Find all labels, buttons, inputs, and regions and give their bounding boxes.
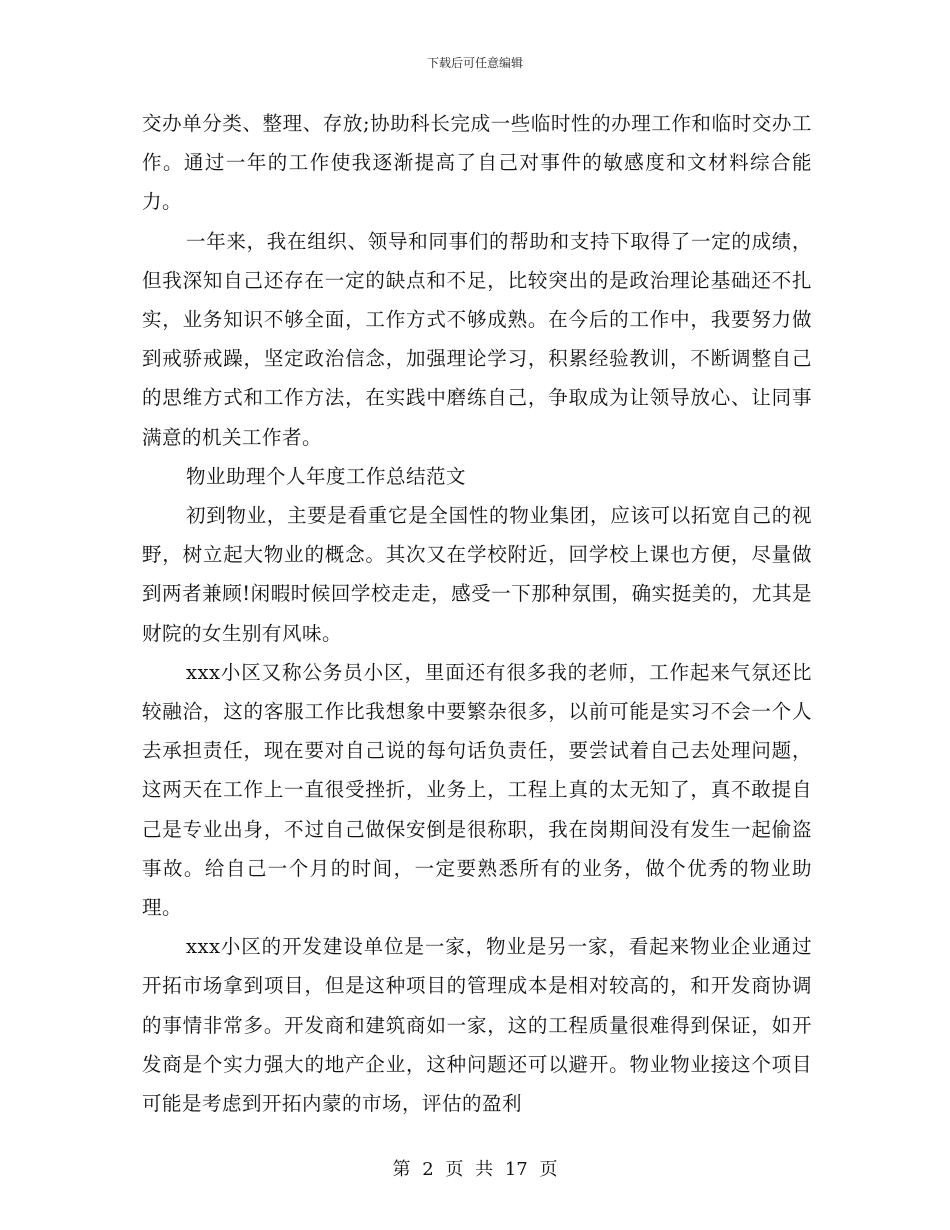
- paragraph-intro: 初到物业，主要是看重它是全国性的物业集团，应该可以拓宽自己的视野，树立起大物业的概念。其次又在学校附近，回学校上课也方便，尽量做到两者兼顾!闲暇时候回学校走走，感受一下那种氛围，确实挺美的，尤其是财院的女生别有风味。: [142, 504, 812, 645]
- document-body: [142, 104, 812, 1123]
- paragraph-community: xxx小区又称公务员小区，里面还有很多我的老师，工作起来气氛还比较融洽，这的客服工作比我想象中要繁杂很多，以前可能是实习不会一个人去承担责任，现在要对自己说的每句话负责任，要尝试着自己去处理问题，这两天在工作上一直很受挫折，业务上，工程上真的太无知了，真不敢提自己是专业出身，不过自己做保安倒是很称职，我在岗期间没有发生一起偷盗事故。给自己一个月的时间，一定要熟悉所有的业务，做个优秀的物业助理。: [142, 660, 812, 920]
- section-title: 物业助理个人年度工作总结范文: [186, 464, 467, 488]
- paragraph-continuation: 交办单分类、整理、存放;协助科长完成一些临时性的办理工作和临时交办工作。通过一年的工作使我逐渐提高了自己对事件的敏感度和文材料综合能力。: [142, 112, 812, 214]
- page-header-note: 下载后可任意编辑: [426, 56, 523, 70]
- paragraph-summary: 一年来，我在组织、领导和同事们的帮助和支持下取得了一定的成绩，但我深知自己还存在一定的缺点和不足，比较突出的是政治理论基础还不扎实，业务知识不够全面，工作方式不够成熟。在今后的工作中，我要努力做到戒骄戒躁，坚定政治信念，加强理论学习，积累经验教训，不断调整自己的思维方式和工作方法，在实践中磨练自己，争取成为让领导放心、让同事满意的机关工作者。: [142, 229, 812, 449]
- page-number-footer: 第 2 页 共 17 页: [392, 1159, 558, 1180]
- paragraph-developer: xxx小区的开发建设单位是一家，物业是另一家，看起来物业企业通过开拓市场拿到项目，但是这种项目的管理成本是相对较高的，和开发商协调的事情非常多。开发商和建筑商如一家，这的工程质量很难得到保证，如开发商是个实力强大的地产企业，这种问题还可以避开。物业物业接这个项目可能是考虑到开拓内蒙的市场，评估的盈利: [142, 935, 812, 1116]
